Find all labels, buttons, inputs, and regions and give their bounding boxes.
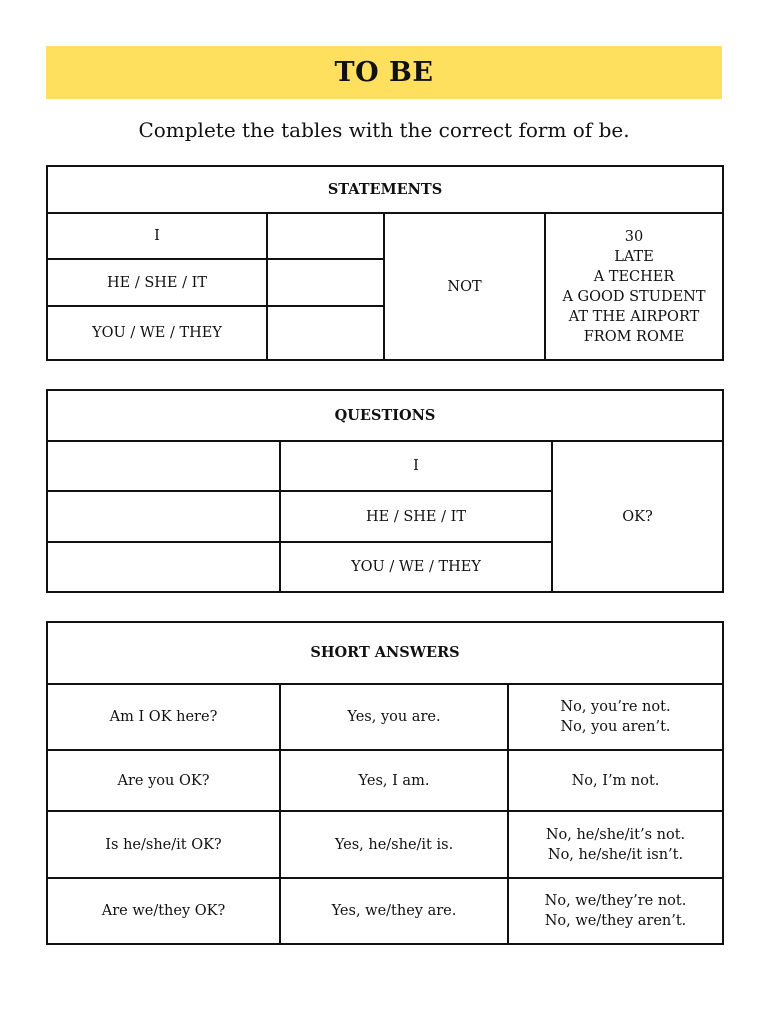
complement-item: FROM ROME — [583, 328, 685, 345]
short-answer-question: Am I OK here? — [47, 684, 280, 750]
short-answer-no-line: No, you aren’t. — [560, 719, 671, 735]
questions-heading: QUESTIONS — [47, 390, 723, 441]
table-row — [47, 684, 723, 750]
short-answer-no-line: No, he/she/it’s not. — [545, 826, 686, 843]
questions-verb-blank-2[interactable] — [47, 491, 280, 542]
questions-subject-you-we-they: YOU / WE / THEY — [280, 542, 552, 592]
statements-heading: STATEMENTS — [47, 166, 723, 213]
questions-verb-blank-3[interactable] — [47, 542, 280, 592]
short-answer-question: Are we/they OK? — [47, 878, 280, 944]
questions-complement: OK? — [552, 441, 723, 592]
short-answer-no-line: No, we/they’re not. — [544, 893, 687, 909]
short-answers-heading: SHORT ANSWERS — [47, 622, 723, 684]
short-answer-yes: Yes, you are. — [280, 684, 508, 750]
short-answer-yes: Yes, I am. — [280, 750, 508, 811]
table-row — [47, 811, 723, 878]
statements-subject-i: I — [47, 213, 267, 259]
short-answer-no-line: No, I’m not. — [571, 772, 660, 789]
table-row — [47, 878, 723, 944]
short-answer-no-line: No, you’re not. — [560, 699, 671, 715]
statements-complements — [545, 213, 723, 360]
statements-subject-you-we-they: YOU / WE / THEY — [47, 306, 267, 360]
questions-verb-blank-1[interactable] — [47, 441, 280, 491]
short-answer-no-line: No, we/they aren’t. — [544, 913, 687, 929]
short-answer-yes: Yes, we/they are. — [280, 878, 508, 944]
page-title: TO BE — [334, 57, 434, 88]
statements-verb-blank-3[interactable] — [267, 306, 384, 360]
short-answers-table — [46, 621, 724, 945]
short-answer-no — [508, 878, 723, 944]
statements-table — [46, 165, 724, 361]
complement-item: A TECHER — [593, 268, 675, 285]
short-answer-no — [508, 811, 723, 878]
questions-subject-he-she-it: HE / SHE / IT — [280, 491, 552, 542]
short-answer-no — [508, 684, 723, 750]
table-row — [47, 750, 723, 811]
title-banner — [46, 46, 722, 99]
statements-verb-blank-1[interactable] — [267, 213, 384, 259]
short-answer-no — [508, 750, 723, 811]
complement-item: A GOOD STUDENT — [562, 288, 706, 305]
short-answer-no-line: No, he/she/it isn’t. — [547, 846, 684, 863]
short-answer-yes: Yes, he/she/it is. — [280, 811, 508, 878]
instructions: Complete the tables with the correct form of be. — [138, 118, 630, 142]
complement-item: 30 — [624, 228, 644, 245]
questions-table — [46, 389, 724, 593]
complement-item: AT THE AIRPORT — [568, 308, 700, 325]
statements-verb-blank-2[interactable] — [267, 259, 384, 306]
questions-subject-i: I — [280, 441, 552, 491]
short-answer-question: Are you OK? — [47, 750, 280, 811]
short-answer-question: Is he/she/it OK? — [47, 811, 280, 878]
complement-item: LATE — [614, 248, 654, 265]
statements-negation: NOT — [384, 213, 545, 360]
statements-subject-he-she-it: HE / SHE / IT — [47, 259, 267, 306]
